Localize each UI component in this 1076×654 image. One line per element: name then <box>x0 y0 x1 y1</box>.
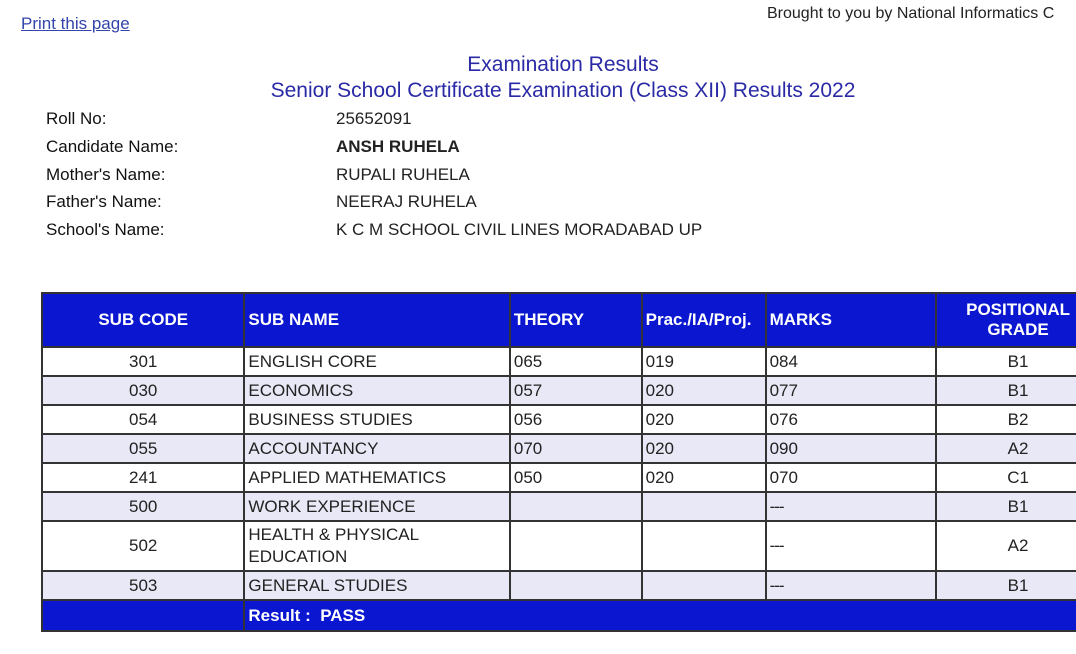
marks-cell: 070 <box>766 463 937 492</box>
sub-code-cell: 500 <box>42 492 244 521</box>
table-row <box>42 376 1076 405</box>
sub-name-cell: BUSINESS STUDIES <box>244 405 509 434</box>
header-sub-name: SUB NAME <box>244 293 509 347</box>
mother-name-label: Mother's Name: <box>46 165 166 184</box>
candidate-name-label: Candidate Name: <box>46 137 179 156</box>
sub-name-cell: HEALTH & PHYSICAL EDUCATION <box>244 521 509 571</box>
result-spacer-cell <box>42 600 244 631</box>
practical-cell <box>642 492 766 521</box>
results-header-row <box>42 293 1076 347</box>
sub-code-cell: 055 <box>42 434 244 463</box>
sub-code-cell: 503 <box>42 571 244 600</box>
school-name-value: K C M SCHOOL CIVIL LINES MORADABAD UP <box>336 220 703 239</box>
table-row <box>42 571 1076 600</box>
grade-cell: C1 <box>936 463 1076 492</box>
table-row <box>42 521 1076 571</box>
sub-code-cell: 241 <box>42 463 244 492</box>
header-positional-grade: POSITIONAL GRADE <box>936 293 1076 347</box>
grade-cell: B1 <box>936 347 1076 376</box>
practical-cell: 020 <box>642 434 766 463</box>
theory-cell <box>510 521 642 571</box>
marks-cell: --- <box>766 521 937 571</box>
theory-cell <box>510 571 642 600</box>
marks-cell: 076 <box>766 405 937 434</box>
practical-cell <box>642 571 766 600</box>
result-label: Result : <box>248 605 311 625</box>
father-name-label: Father's Name: <box>46 192 162 211</box>
roll-no-value: 25652091 <box>336 109 412 128</box>
sub-code-cell: 502 <box>42 521 244 571</box>
sub-name-cell: ECONOMICS <box>244 376 509 405</box>
grade-cell: B1 <box>936 492 1076 521</box>
practical-cell <box>642 521 766 571</box>
sub-name-cell: ENGLISH CORE <box>244 347 509 376</box>
practical-cell: 019 <box>642 347 766 376</box>
father-name-value: NEERAJ RUHELA <box>336 192 477 211</box>
theory-cell: 056 <box>510 405 642 434</box>
roll-no-label: Roll No: <box>46 109 107 128</box>
practical-cell: 020 <box>642 376 766 405</box>
header-marks: MARKS <box>766 293 937 347</box>
marks-cell: 077 <box>766 376 937 405</box>
mother-name-value: RUPALI RUHELA <box>336 165 470 184</box>
practical-cell: 020 <box>642 463 766 492</box>
sub-name-cell: WORK EXPERIENCE <box>244 492 509 521</box>
attribution-text: Brought to you by National Informatics C <box>767 5 1055 22</box>
marks-cell: --- <box>766 492 937 521</box>
table-row <box>42 347 1076 376</box>
grade-cell: A2 <box>936 434 1076 463</box>
header-practical: Prac./IA/Proj. <box>642 293 766 347</box>
grade-cell: B2 <box>936 405 1076 434</box>
practical-cell: 020 <box>642 405 766 434</box>
marks-cell: 084 <box>766 347 937 376</box>
marks-cell: --- <box>766 571 937 600</box>
exam-subtitle: Senior School Certificate Examination (Class XII) Results 2022 <box>270 79 856 102</box>
sub-code-cell: 301 <box>42 347 244 376</box>
sub-name-cell: ACCOUNTANCY <box>244 434 509 463</box>
page-title: Examination Results <box>467 53 659 76</box>
theory-cell: 050 <box>510 463 642 492</box>
grade-cell: B1 <box>936 571 1076 600</box>
header-sub-code: SUB CODE <box>42 293 244 347</box>
print-page-link[interactable]: Print this page <box>21 14 130 33</box>
result-cell <box>244 600 1076 631</box>
table-row <box>42 463 1076 492</box>
theory-cell: 057 <box>510 376 642 405</box>
result-row <box>42 600 1076 631</box>
grade-cell: B1 <box>936 376 1076 405</box>
sub-code-cell: 030 <box>42 376 244 405</box>
sub-name-cell: GENERAL STUDIES <box>244 571 509 600</box>
theory-cell: 065 <box>510 347 642 376</box>
table-row <box>42 434 1076 463</box>
sub-name-cell: APPLIED MATHEMATICS <box>244 463 509 492</box>
header-theory: THEORY <box>510 293 642 347</box>
sub-code-cell: 054 <box>42 405 244 434</box>
theory-cell <box>510 492 642 521</box>
candidate-name-value: ANSH RUHELA <box>336 137 460 156</box>
theory-cell: 070 <box>510 434 642 463</box>
results-table <box>41 292 1076 632</box>
school-name-label: School's Name: <box>46 220 165 239</box>
table-row <box>42 492 1076 521</box>
table-row <box>42 405 1076 434</box>
grade-cell: A2 <box>936 521 1076 571</box>
result-value: PASS <box>320 605 366 625</box>
marks-cell: 090 <box>766 434 937 463</box>
